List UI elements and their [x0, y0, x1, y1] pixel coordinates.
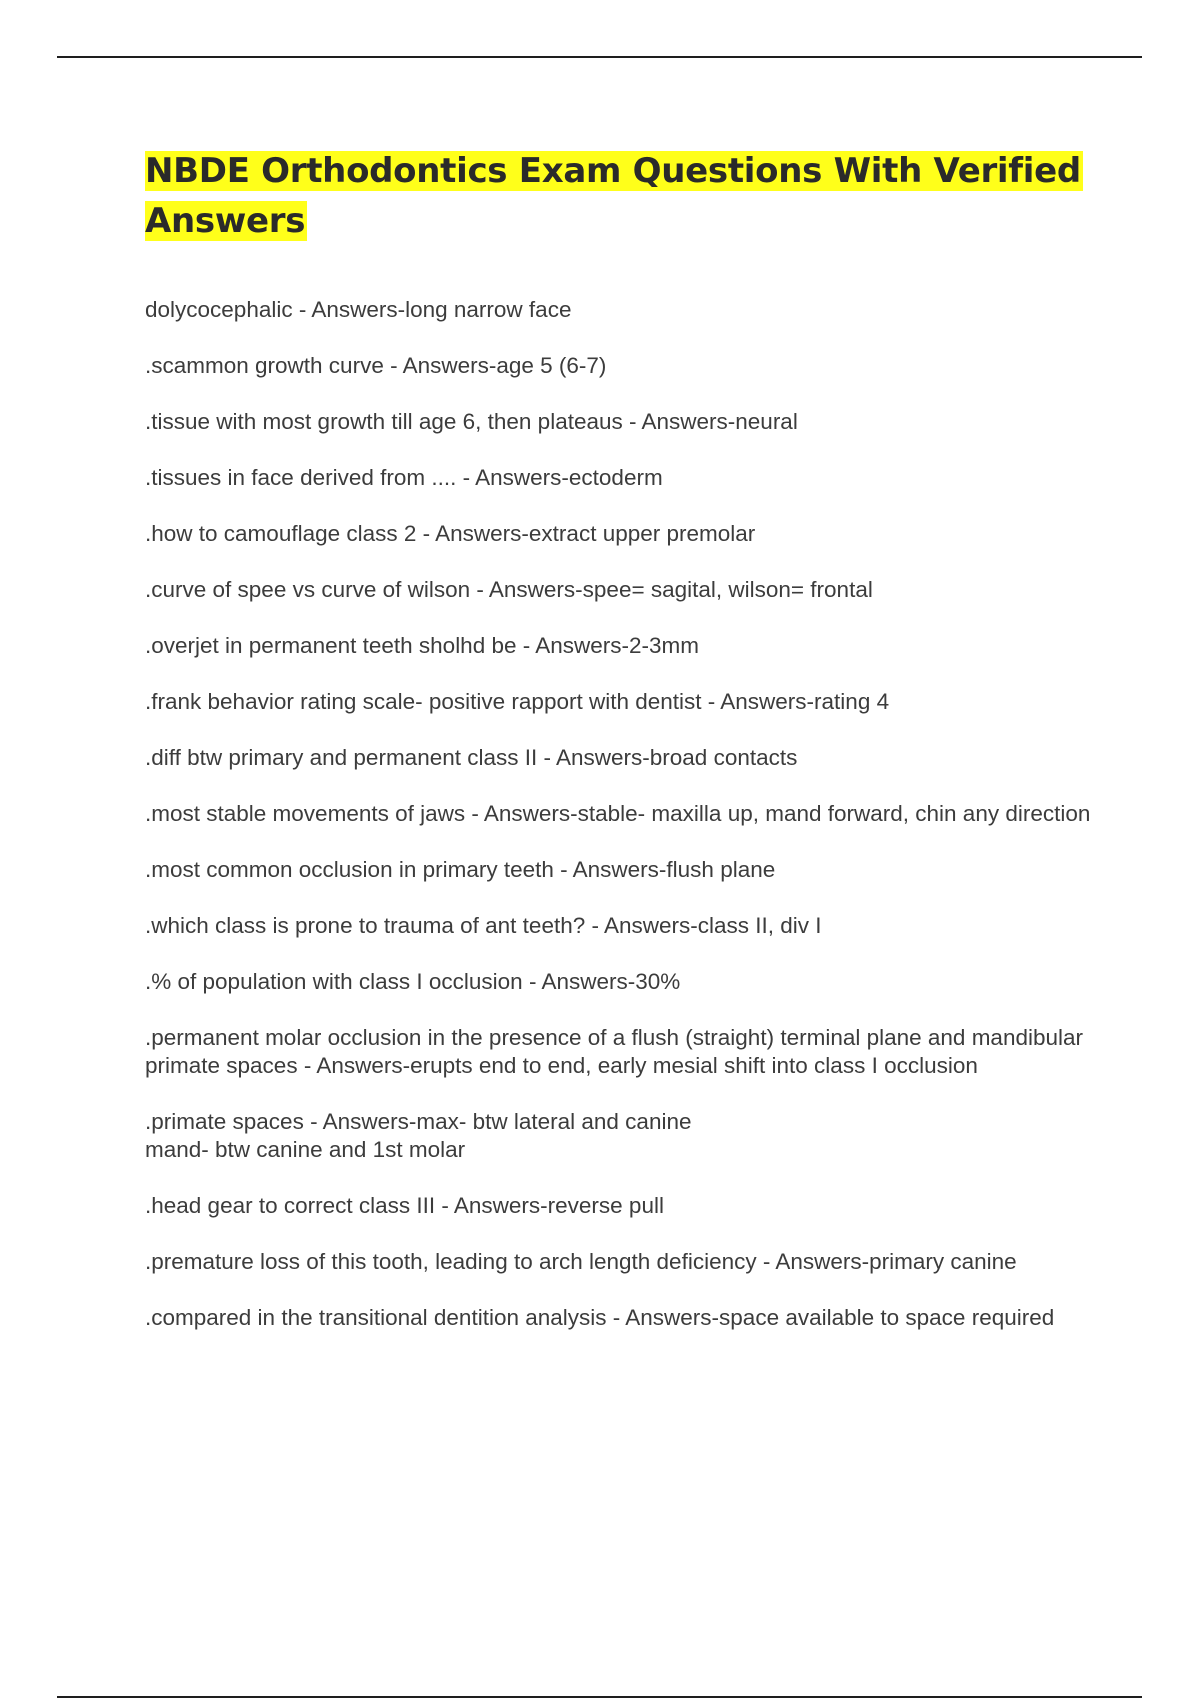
qa-item: .scammon growth curve - Answers-age 5 (6-7): [145, 353, 607, 378]
qa-item: .frank behavior rating scale- positive rapport with dentist - Answers-rating 4: [145, 689, 890, 714]
qa-item: .tissue with most growth till age 6, then plateaus - Answers-neural: [145, 409, 798, 434]
qa-item: .% of population with class I occlusion - Answers-30%: [145, 969, 681, 994]
qa-item: .which class is prone to trauma of ant teeth? - Answers-class II, div I: [145, 913, 822, 938]
qa-item: .head gear to correct class III - Answers-reverse pull: [145, 1193, 664, 1218]
page-top-rule: [57, 56, 1142, 58]
qa-item: .most common occlusion in primary teeth - Answers-flush plane: [145, 857, 776, 882]
qa-item: .curve of spee vs curve of wilson - Answers-spee= sagital, wilson= frontal: [145, 577, 873, 602]
qa-item: .tissues in face derived from .... - Answers-ectoderm: [145, 465, 663, 490]
qa-item: .most stable movements of jaws - Answers-stable- maxilla up, mand forward, chin any direction: [145, 801, 1091, 826]
qa-item: .premature loss of this tooth, leading to arch length deficiency - Answers-primary canine: [145, 1249, 1017, 1274]
document-body: [145, 146, 1095, 1330]
page-bottom-rule: [57, 1696, 1142, 1698]
document-title: [145, 146, 1095, 246]
qa-item: .compared in the transitional dentition analysis - Answers-space available to space required: [145, 1305, 1055, 1330]
qa-item: .diff btw primary and permanent class II - Answers-broad contacts: [145, 745, 798, 770]
qa-item: .primate spaces - Answers-max- btw lateral and canine mand- btw canine and 1st molar: [145, 1109, 692, 1162]
qa-item: .permanent molar occlusion in the presence of a flush (straight) terminal plane and mandibular primate spaces - Answers-erupts end to end, early mesial shift into class I occlusion: [145, 1025, 1084, 1078]
qa-list: [145, 296, 1095, 1360]
qa-item: dolycocephalic - Answers-long narrow face: [145, 297, 572, 322]
qa-item: .how to camouflage class 2 - Answers-extract upper premolar: [145, 521, 756, 546]
qa-item: .overjet in permanent teeth sholhd be - Answers-2-3mm: [145, 633, 700, 658]
title-highlight: NBDE Orthodontics Exam Questions With Verified Answers: [145, 151, 1081, 241]
